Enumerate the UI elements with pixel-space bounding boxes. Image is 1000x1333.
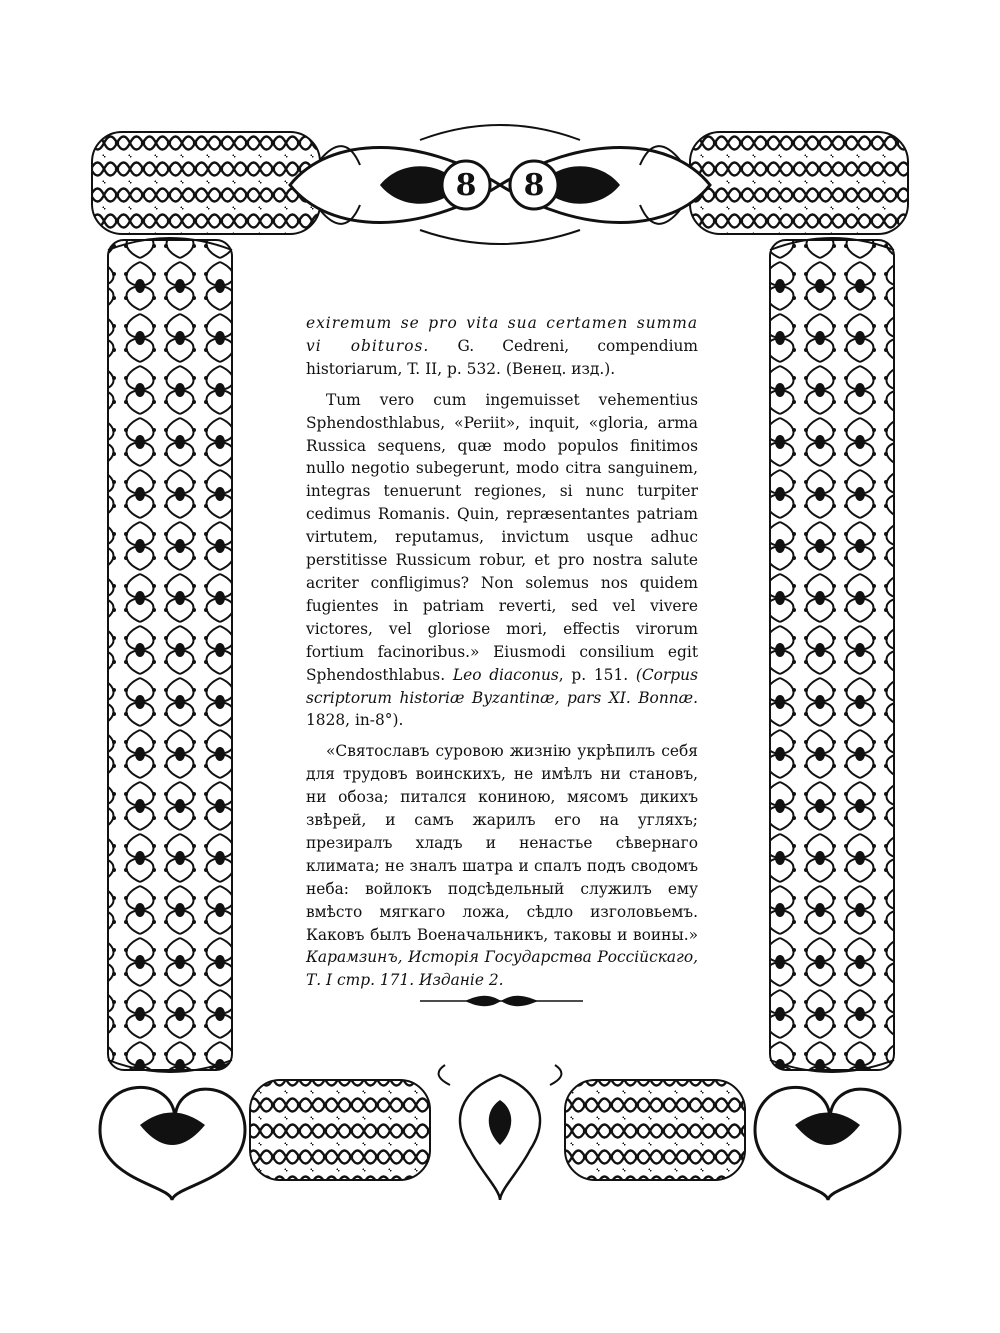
blackletter-quote: exiremum se pro vita sua certamen summa vi obituros. xyxy=(306,314,698,355)
top-border xyxy=(92,125,908,244)
medallion-right-glyph: 8 xyxy=(523,168,545,203)
latin-quote: Tum vero cum ingemuisset vehementius Sphendosthlabus, «Periit», inquit, «gloria, arma Russica sequens, quæ modo populos finitimos nullo negotio subegerunt, modo citra sanguinem, integras tenuerunt regiones, si nunc turpiter cedimus Romanis. Quin, repræsentantes patriam virtutem, reputamus, invictum usque adhuc perstitisse Russicum robur, et pro nostra salute acriter confligimus? Non solemus nos quidem fugientes in patriam reverti, sed vel vivere victores, vel gloriose mori, effectis virorum fortium facinoribus.» Eiusmodi consilium egit Sphendosthlabus. xyxy=(306,390,698,684)
left-border xyxy=(108,238,232,1072)
text-column xyxy=(306,312,698,992)
passage-cedrenus xyxy=(306,312,698,381)
decorative-rule-divider xyxy=(420,994,583,1008)
bottom-border xyxy=(100,1065,900,1200)
passage-karamzin xyxy=(306,740,698,992)
leo-tail: 1828, in-8°). xyxy=(306,711,404,730)
russian-quote: «Святославъ суровою жизнію укрѣпилъ себя для трудовъ воинскихъ, не имѣлъ ни становъ, ни обоза; питался кониною, мясомъ дикихъ звѣрей, и самъ жарилъ его на угляхъ; презиралъ хладъ и ненастье сѣвернаго климата; не зналъ шатра и спалъ подъ сводомъ неба: войлокъ подсѣдельный служилъ ему вмѣсто мягкаго ложа, сѣдло изголовьемъ. Каковъ былъ Военачальникъ, таковы и воины.» xyxy=(306,742,698,944)
medallion-left-glyph: 8 xyxy=(455,168,477,203)
passage-leo-diaconus xyxy=(306,389,698,733)
leo-author: Leo diaconus xyxy=(452,665,559,684)
leo-page: , p. 151. xyxy=(558,665,629,684)
karamzin-citation: Карамзинъ, Исторія Государства Россійскаго, Т. I стр. 171. Изданіе 2. xyxy=(306,948,698,990)
right-border xyxy=(770,238,894,1072)
leo-work: (Corpus scriptorum historiæ Byzantinæ, pars XI. Bonnæ. xyxy=(306,665,698,707)
cedrenus-citation: G. Cedreni, compendium historiarum, T. II, p. 532. (Венец. изд.). xyxy=(306,336,698,378)
